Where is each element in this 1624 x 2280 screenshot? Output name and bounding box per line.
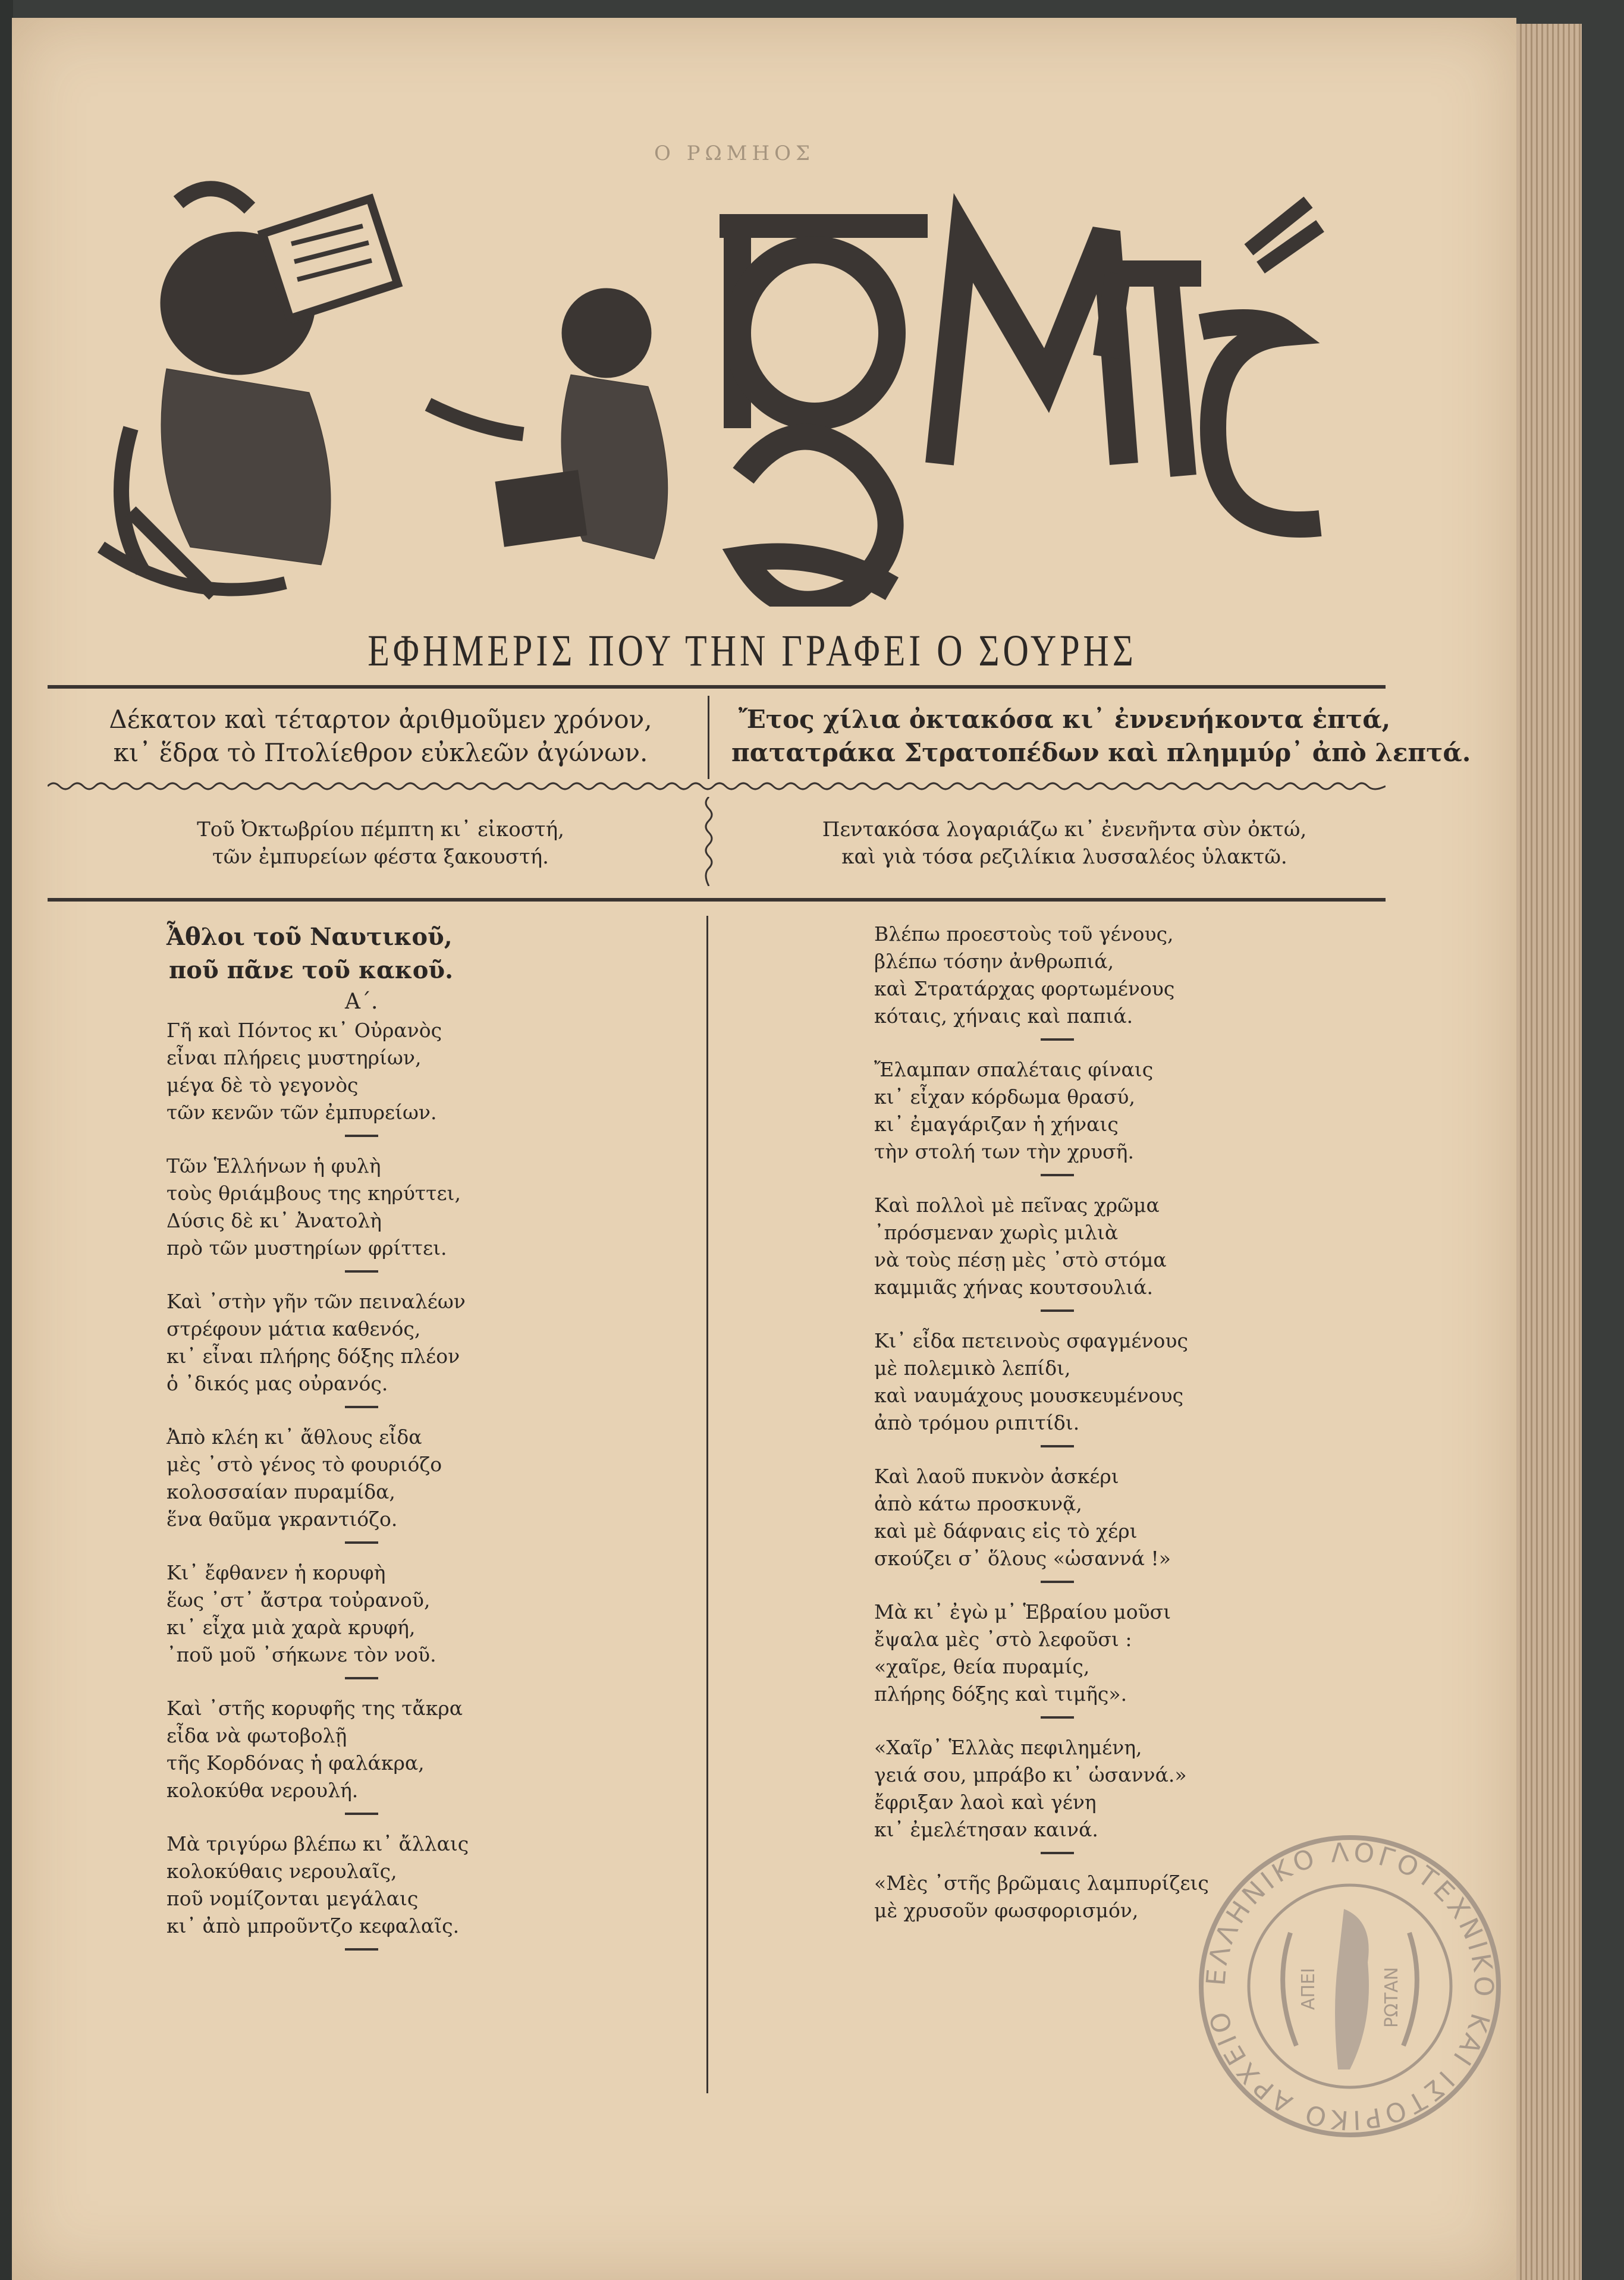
stamp-seal xyxy=(1195,1832,1504,2141)
poem-line: κι᾿ ἐμελέτησαν καινά. xyxy=(874,1818,1098,1841)
date-left-line: τῶν ἐμπυρείων φέστα ξακουστή. xyxy=(212,845,549,869)
poem-line: νὰ τοὺς πέσῃ μὲς ᾿στὸ στόμα xyxy=(874,1248,1167,1271)
poem-line: κολοκύθαις νερουλαῖς, xyxy=(167,1860,397,1883)
date-column-wavy-divider xyxy=(702,797,716,886)
poem-title-second-line: ποῦ πᾶνε τοῦ κακοῦ. xyxy=(169,956,454,984)
poem-line: κι᾿ ἐμαγάριζαν ἡ χήναις xyxy=(874,1113,1119,1136)
poem-line: στρέφουν μάτια καθενός, xyxy=(167,1317,421,1340)
poem-line: κολοκύθα νερουλή. xyxy=(167,1779,359,1802)
poem-line: κόταις, χήναις καὶ παπιά. xyxy=(874,1004,1133,1028)
poem-line: κολοσσαίαν πυραμίδα, xyxy=(167,1480,395,1503)
stanza-separator xyxy=(1041,1038,1074,1041)
poem-line: κι᾿ ἀπὸ μπροῦντζο κεφαλαῖς. xyxy=(167,1914,460,1937)
poem-line: Καὶ ᾿στὴν γῆν τῶν πειναλέων xyxy=(167,1290,466,1313)
poem-line: Ἔλαμπαν σπαλέταις φίναις xyxy=(874,1058,1154,1081)
svg-text:ΑΠΕΙ: ΑΠΕΙ xyxy=(1298,1968,1319,2010)
stanza-separator xyxy=(1041,1581,1074,1583)
wavy-divider xyxy=(48,780,1386,792)
poem-line: μὲ πολεμικὸ λεπίδι, xyxy=(874,1356,1071,1380)
poem-line: Καὶ ᾿στῆς κορυφῆς της τἄκρα xyxy=(167,1697,463,1720)
poem-line: καὶ μὲ δάφναις εἰς τὸ χέρι xyxy=(874,1519,1138,1543)
stanza-separator xyxy=(345,1813,378,1815)
poem-stanza xyxy=(167,1830,702,1940)
poem-line: βλέπω τόσην ἀνθρωπιά, xyxy=(874,950,1114,973)
stanza-separator xyxy=(345,1541,378,1544)
header-top-rule xyxy=(48,685,1386,689)
stanza-separator xyxy=(345,1948,378,1951)
poem-line: καὶ Στρατάρχας φορτωμένους xyxy=(874,977,1175,1000)
poem-stanza xyxy=(874,1463,1409,1572)
poem-line: σκούζει σ᾿ ὅλους «ὡσαννά !» xyxy=(874,1547,1171,1570)
poem-line: γειά σου, μπράβο κι᾿ ὡσαννά.» xyxy=(874,1763,1187,1786)
poem-part-number: Α΄. xyxy=(345,990,378,1014)
masthead-logo xyxy=(95,178,1338,607)
poem-stanza xyxy=(874,1598,1409,1708)
header-bottom-rule xyxy=(48,898,1386,902)
header-right-line: Ἔτος χίλια ὀκτακόσα κι᾿ ἐννενήκοντα ἑπτά, xyxy=(738,705,1391,734)
header-left-line: Δέκατον καὶ τέταρτον ἀριθμοῦμεν χρόνον, xyxy=(109,705,652,734)
poem-stanza xyxy=(167,1695,702,1804)
poem-line: τῆς Κορδόνας ἡ φαλάκρα, xyxy=(167,1751,425,1775)
stanza-separator xyxy=(1041,1852,1074,1854)
poem-line: ἔφριξαν λαοὶ καὶ γένη xyxy=(874,1791,1097,1814)
page-edges xyxy=(1516,24,1582,2280)
poem-stanza xyxy=(874,1192,1409,1301)
stanza-separator xyxy=(345,1406,378,1408)
poem-line: καμμιᾶς χήνας κουτσουλιά. xyxy=(874,1276,1153,1299)
poem-line: κι᾿ εἶναι πλήρης δόξης πλέον xyxy=(167,1345,460,1368)
stanza-separator xyxy=(1041,1309,1074,1312)
poem-stanza xyxy=(167,1288,702,1397)
poem-line: ἀπὸ κάτω προσκυνᾷ, xyxy=(874,1492,1082,1515)
poem-line: τῶν κενῶν τῶν ἐμπυρείων. xyxy=(167,1101,437,1124)
book-binding xyxy=(0,0,13,2280)
stanza-separator xyxy=(345,1677,378,1679)
poem-stanza xyxy=(167,1424,702,1533)
date-right xyxy=(731,816,1397,871)
header-column-divider xyxy=(708,696,709,779)
poem-line: καὶ ναυμάχους μουσκευμένους xyxy=(874,1384,1184,1407)
poem-title: Ἆθλοι τοῦ Ναυτικοῦ, xyxy=(167,923,453,951)
poem-stanza xyxy=(874,921,1409,1030)
poem-line: Καὶ λαοῦ πυκνὸν ἀσκέρι xyxy=(874,1465,1119,1488)
library-stamp xyxy=(1195,1832,1504,2141)
poem-line: Μὰ κι᾿ ἐγὼ μ᾿ Ἑβραίου μοῦσι xyxy=(874,1600,1171,1623)
poem-line: εἶδα νὰ φωτοβολῇ xyxy=(167,1724,347,1747)
poem-stanza xyxy=(167,1017,702,1126)
left-stanzas xyxy=(167,1017,702,1951)
poem-column-right xyxy=(874,921,1409,1924)
poem-line: ποῦ νομίζονται μεγάλαις xyxy=(167,1887,419,1910)
poem-line: Κι᾿ ἔφθανεν ἡ κορυφὴ xyxy=(167,1561,386,1584)
right-stanzas xyxy=(874,921,1409,1924)
poem-line: τοὺς θριάμβους της κηρύττει, xyxy=(167,1182,461,1205)
poem-line: Κι᾿ εἶδα πετεινοὺς σφαγμένους xyxy=(874,1329,1188,1352)
poem-line: ἕνα θαῦμα γκραντιόζο. xyxy=(167,1508,398,1531)
poem-line: πρὸ τῶν μυστηρίων φρίττει. xyxy=(167,1236,447,1260)
stanza-separator xyxy=(345,1270,378,1273)
poem-line: Ἀπὸ κλέη κι᾿ ἄθλους εἶδα xyxy=(167,1425,422,1449)
header-left-line: κι᾿ ἕδρα τὸ Πτολίεθρον εὐκλεῶν ἀγώνων. xyxy=(113,738,648,767)
date-left-line: Τοῦ Ὀκτωβρίου πέμπτη κι᾿ εἰκοστή, xyxy=(197,818,564,841)
poem-line: ἔψαλα μὲς ᾿στὸ λεφοῦσι : xyxy=(874,1628,1132,1651)
poem-line: μέγα δὲ τὸ γεγονὸς xyxy=(167,1073,359,1097)
poem-line: ᾿ποῦ μοῦ ᾿σήκωνε τὸν νοῦ. xyxy=(167,1643,436,1666)
poem-line: Γῆ καὶ Πόντος κι᾿ Οὐρανὸς xyxy=(167,1019,442,1042)
poem-line: Καὶ πολλοὶ μὲ πεῖνας χρῶμα xyxy=(874,1194,1160,1217)
header-right-line: πατατράκα Στρατοπέδων καὶ πλημμύρ᾿ ἀπὸ λεπτά. xyxy=(731,738,1471,767)
stanza-separator xyxy=(1041,1716,1074,1719)
masthead-subtitle: ΕΦΗΜΕΡΙΣ ΠΟΥ ΤΗΝ ΓΡΑΦΕΙ Ο ΣΟΥΡΗΣ xyxy=(367,626,1137,676)
date-left xyxy=(83,816,678,871)
header-left-motto xyxy=(83,703,678,770)
poem-line: ἕως ᾿στ᾿ ἄστρα τοὐρανοῦ, xyxy=(167,1588,431,1612)
poem-line: πλήρης δόξης καὶ τιμῆς». xyxy=(874,1682,1127,1706)
poem-stanza xyxy=(874,1734,1409,1844)
poem-line: ὁ ᾿δικός μας οὐρανός. xyxy=(167,1372,388,1395)
poem-line: «Χαῖρ᾿ Ἑλλὰς πεφιλημένη, xyxy=(874,1736,1142,1759)
body-column-divider xyxy=(706,916,708,2093)
poem-line: «χαῖρε, θεία πυραμίς, xyxy=(874,1655,1090,1678)
poem-stanza xyxy=(167,1152,702,1262)
poem-line: μὲ χρυσοῦν φωσφορισμόν, xyxy=(874,1899,1139,1922)
poem-line: κι᾿ εἶχαν κόρδωμα θρασύ, xyxy=(874,1085,1135,1108)
poem-line: Μὰ τριγύρω βλέπω κι᾿ ἄλλαις xyxy=(167,1832,469,1855)
poem-line: τὴν στολή των τὴν χρυσῆ. xyxy=(874,1140,1134,1163)
stanza-separator xyxy=(1041,1445,1074,1447)
poem-line: ἀπὸ τρόμου ριπιτίδι. xyxy=(874,1411,1080,1434)
stanza-separator xyxy=(1041,1174,1074,1176)
stanza-separator xyxy=(345,1135,378,1137)
poem-stanza xyxy=(874,1327,1409,1437)
date-right-line: Πεντακόσα λογαριάζω κι᾿ ἐνενῆντα σὺν ὀκτώ, xyxy=(822,818,1307,841)
svg-text:ΕΛΛΗΝΙΚΟ ΛΟΓΟΤΕΧΝΙΚΟ ΚΑΙ ΙΣΤΟΡ: ΕΛΛΗΝΙΚΟ ΛΟΓΟΤΕΧΝΙΚΟ ΚΑΙ ΙΣΤΟΡΙΚΟ ΑΡΧΕΙΟ xyxy=(1201,1837,1499,2135)
svg-text:ΡΩΤΑΝ: ΡΩΤΑΝ xyxy=(1381,1967,1402,2028)
poem-column-left xyxy=(167,921,702,1966)
poem-line: Βλέπω προεστοὺς τοῦ γένους, xyxy=(874,922,1174,946)
poem-stanza xyxy=(167,1559,702,1669)
poem-stanza xyxy=(874,1056,1409,1166)
poem-line: Δύσις δὲ κι᾿ Ἀνατολὴ xyxy=(167,1209,382,1232)
header-right-motto xyxy=(731,703,1471,770)
running-head: Ο ΡΩΜΗΟΣ xyxy=(654,142,815,165)
poem-line: εἶναι πλήρεις μυστηρίων, xyxy=(167,1046,422,1069)
date-right-line: καὶ γιὰ τόσα ρεζιλίκια λυσσαλέος ὑλακτῶ. xyxy=(841,845,1287,869)
poem-line: Τῶν Ἑλλήνων ἡ φυλὴ xyxy=(167,1154,381,1177)
poem-line: «Μὲς ᾿στῆς βρῶμαις λαμπυρίζεις xyxy=(874,1871,1209,1895)
poem-line: κι᾿ εἶχα μιὰ χαρὰ κρυφή, xyxy=(167,1616,416,1639)
poem-line: ᾿πρόσμεναν χωρὶς μιλιὰ xyxy=(874,1221,1119,1244)
masthead-illustration xyxy=(95,178,1338,607)
poem-line: μὲς ᾿στὸ γένος τὸ φουριόζο xyxy=(167,1453,442,1476)
